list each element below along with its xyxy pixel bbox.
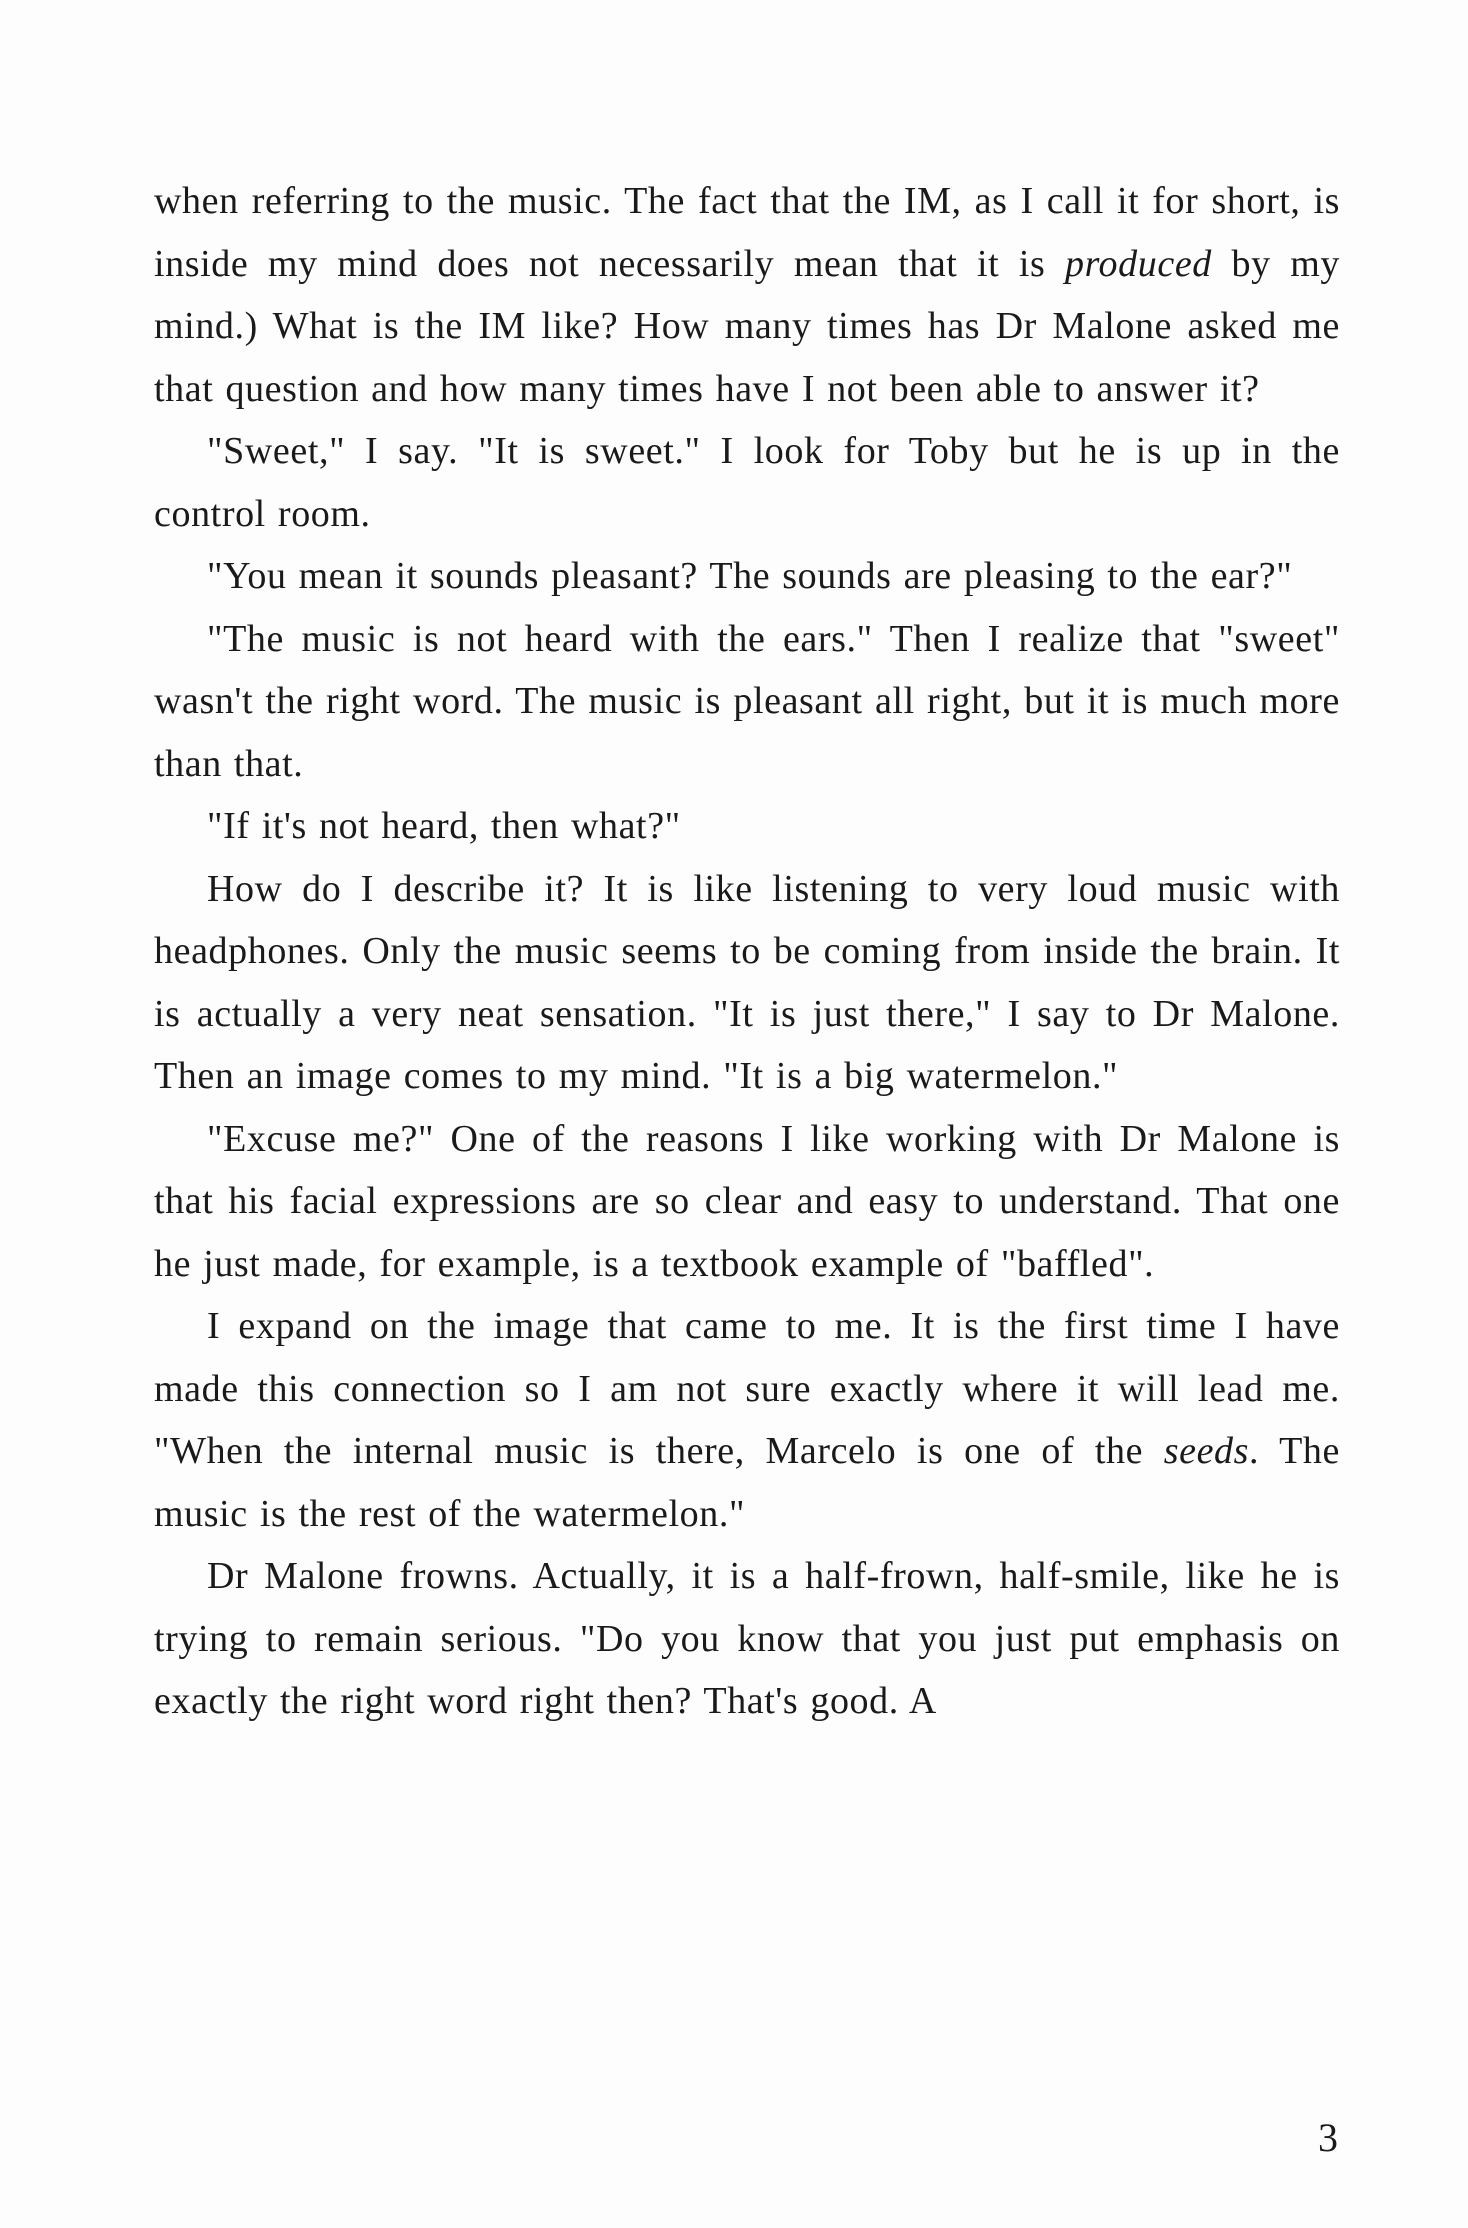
page-number: 3 (1318, 2115, 1338, 2160)
paragraph: Dr Malone frowns. Actually, it is a half-frown, half-smile, like he is trying to remain serious. "Do you know that you just put emphasis on exactly the right word right then? That's good. A (154, 1555, 1340, 1722)
paragraph: when referring to the music. The fact that the IM, as I call it for short, is inside my mind does not necessarily mean that it is produced by my mind.) What is the IM like? How many times has Dr Malone asked me that question and how many times have I not been able to answer it? (154, 180, 1340, 410)
paragraph: I expand on the image that came to me. It is the first time I have made this connection so I am not sure exactly where it will lead me. "When the internal music is there, Marcelo is one of the seeds. The music is the rest of the watermelon." (154, 1305, 1340, 1535)
paragraph: "Excuse me?" One of the reasons I like working with Dr Malone is that his facial expressions are so clear and easy to understand. That one he just made, for example, is a textbook example of "baffled". (154, 1117, 1340, 1285)
emphasis-text: seeds (1163, 1430, 1250, 1472)
paragraph: "Sweet," I say. "It is sweet." I look for Toby but he is up in the control room. (154, 430, 1340, 535)
paragraph: "If it's not heard, then what?" (207, 805, 681, 847)
paragraph: "You mean it sounds pleasant? The sounds are pleasing to the ear?" (207, 555, 1293, 597)
body-text (154, 170, 1340, 1733)
paragraph: How do I describe it? It is like listening to very loud music with headphones. Only the music seems to be coming from inside the brain. It is actually a very neat sensation. "It is just there," I say to Dr Malone. Then an image comes to my mind. "It is a big watermelon." (154, 867, 1340, 1097)
paragraph: "The music is not heard with the ears." Then I realize that "sweet" wasn't the right word. The music is pleasant all right, but it is much more than that. (154, 617, 1340, 785)
emphasis-text: produced (1064, 242, 1212, 285)
